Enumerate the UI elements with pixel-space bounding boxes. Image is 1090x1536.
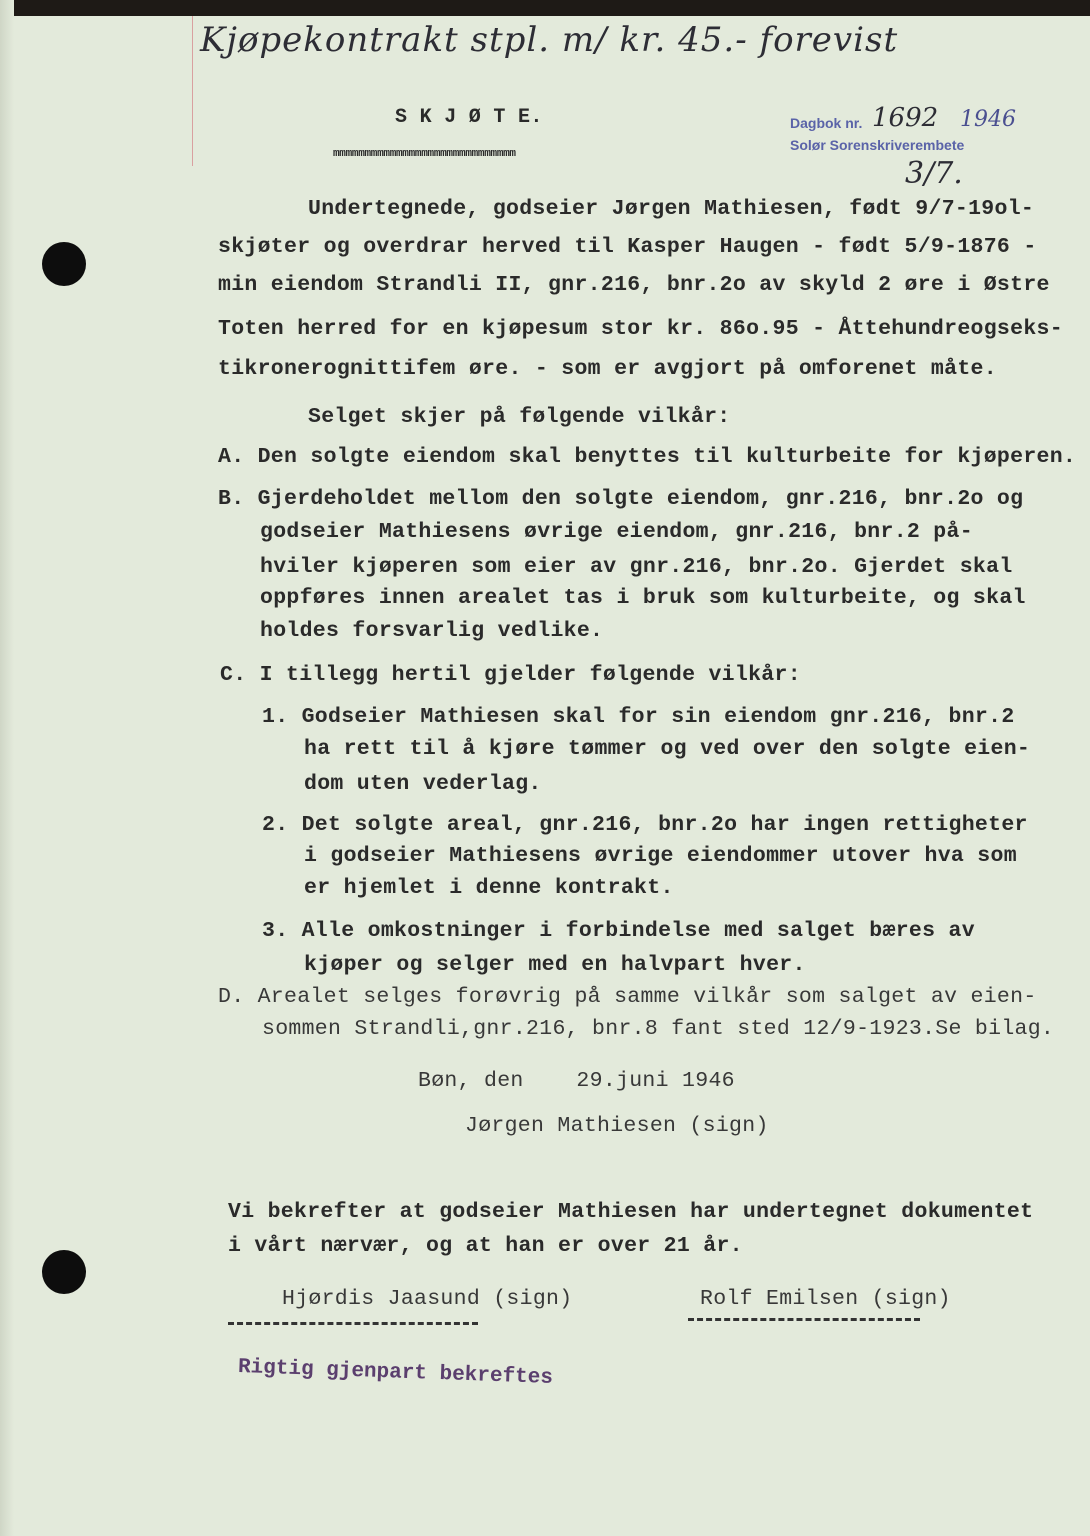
conditions-heading: Selget skjer på følgende vilkår: [308,405,731,429]
intro-line: Toten herred for en kjøpesum stor kr. 86o.95 - Åttehundreogseks- [218,317,1063,341]
place-date: Bøn, den 29.juni 1946 [418,1069,735,1093]
intro-line: skjøter og overdrar herved til Kasper Haugen - født 5/9-1876 - [218,235,1037,259]
witness-statement: i vårt nærvær, og at han er over 21 år. [228,1234,743,1258]
stamp-date: 3/7. [905,156,963,191]
sub-condition-2: i godseier Mathiesens øvrige eiendommer utover hva som [304,844,1017,868]
certification-stamp: Rigtig gjenpart bekreftes [237,1356,554,1390]
sub-condition-3: 3. Alle omkostninger i forbindelse med salget bæres av [262,919,975,943]
margin-line [192,16,193,166]
condition-d: sommen Strandli,gnr.216, bnr.8 fant sted 12/9-1923.Se bilag. [262,1017,1055,1041]
condition-b: oppføres innen arealet tas i bruk som kulturbeite, og skal [260,586,1026,610]
witness-2-signature: Rolf Emilsen (sign) [700,1287,951,1311]
stamp-label: Dagbok nr. [790,115,863,131]
witness-1-signature: Hjørdis Jaasund (sign) [282,1287,573,1311]
intro-line: min eiendom Strandli II, gnr.216, bnr.2o av skyld 2 øre i Østre [218,273,1050,297]
condition-b: godseier Mathiesens øvrige eiendom, gnr.216, bnr.2 på- [260,520,973,544]
condition-a: A. Den solgte eiendom skal benyttes til kulturbeite for kjøperen. [218,445,1077,469]
punch-hole [42,1250,86,1294]
sub-condition-1: 1. Godseier Mathiesen skal for sin eiendom gnr.216, bnr.2 [262,705,1015,729]
condition-d: D. Arealet selges forøvrig på samme vilkår som salget av eien- [218,985,1037,1009]
intro-line: Undertegnede, godseier Jørgen Mathiesen, født 9/7-19ol- [308,197,1035,221]
signature-line [228,1322,478,1325]
stamp-office: Solør Sorenskriverembete [790,137,965,153]
punch-hole [42,242,86,286]
witness-statement: Vi bekrefter at godseier Mathiesen har undertegnet dokumentet [228,1200,1034,1224]
condition-b: holdes forsvarlig vedlike. [260,619,604,643]
title-underline: mmmmmmmmmmmmmmmmmmmmmmmmmmmmm [333,148,516,160]
scan-left-edge [0,0,14,1536]
stamp-year: 1946 [960,107,1016,132]
condition-b: B. Gjerdeholdet mellom den solgte eiendom, gnr.216, bnr.2o og [218,487,1024,511]
condition-b: hviler kjøperen som eier av gnr.216, bnr.2o. Gjerdet skal [260,555,1013,579]
handwritten-annotation: Kjøpekontrakt stpl. m/ kr. 45.- forevist [200,20,899,60]
scan-top-edge [0,0,1090,16]
signature-line [688,1318,920,1321]
sub-condition-3: kjøper og selger med en halvpart hver. [304,953,806,977]
intro-line: tikronerognittifem øre. - som er avgjort på omforenet måte. [218,357,997,381]
sub-condition-1: ha rett til å kjøre tømmer og ved over den solgte eien- [304,737,1031,761]
sub-condition-1: dom uten vederlag. [304,772,542,796]
stamp-number: 1692 [872,103,939,133]
sub-condition-2: er hjemlet i denne kontrakt. [304,876,674,900]
condition-c: C. I tillegg hertil gjelder følgende vilkår: [220,663,801,687]
seller-signature: Jørgen Mathiesen (sign) [465,1114,769,1138]
sub-condition-2: 2. Det solgte areal, gnr.216, bnr.2o har ingen rettigheter [262,813,1028,837]
document-title: S K J Ø T E. [395,106,543,129]
